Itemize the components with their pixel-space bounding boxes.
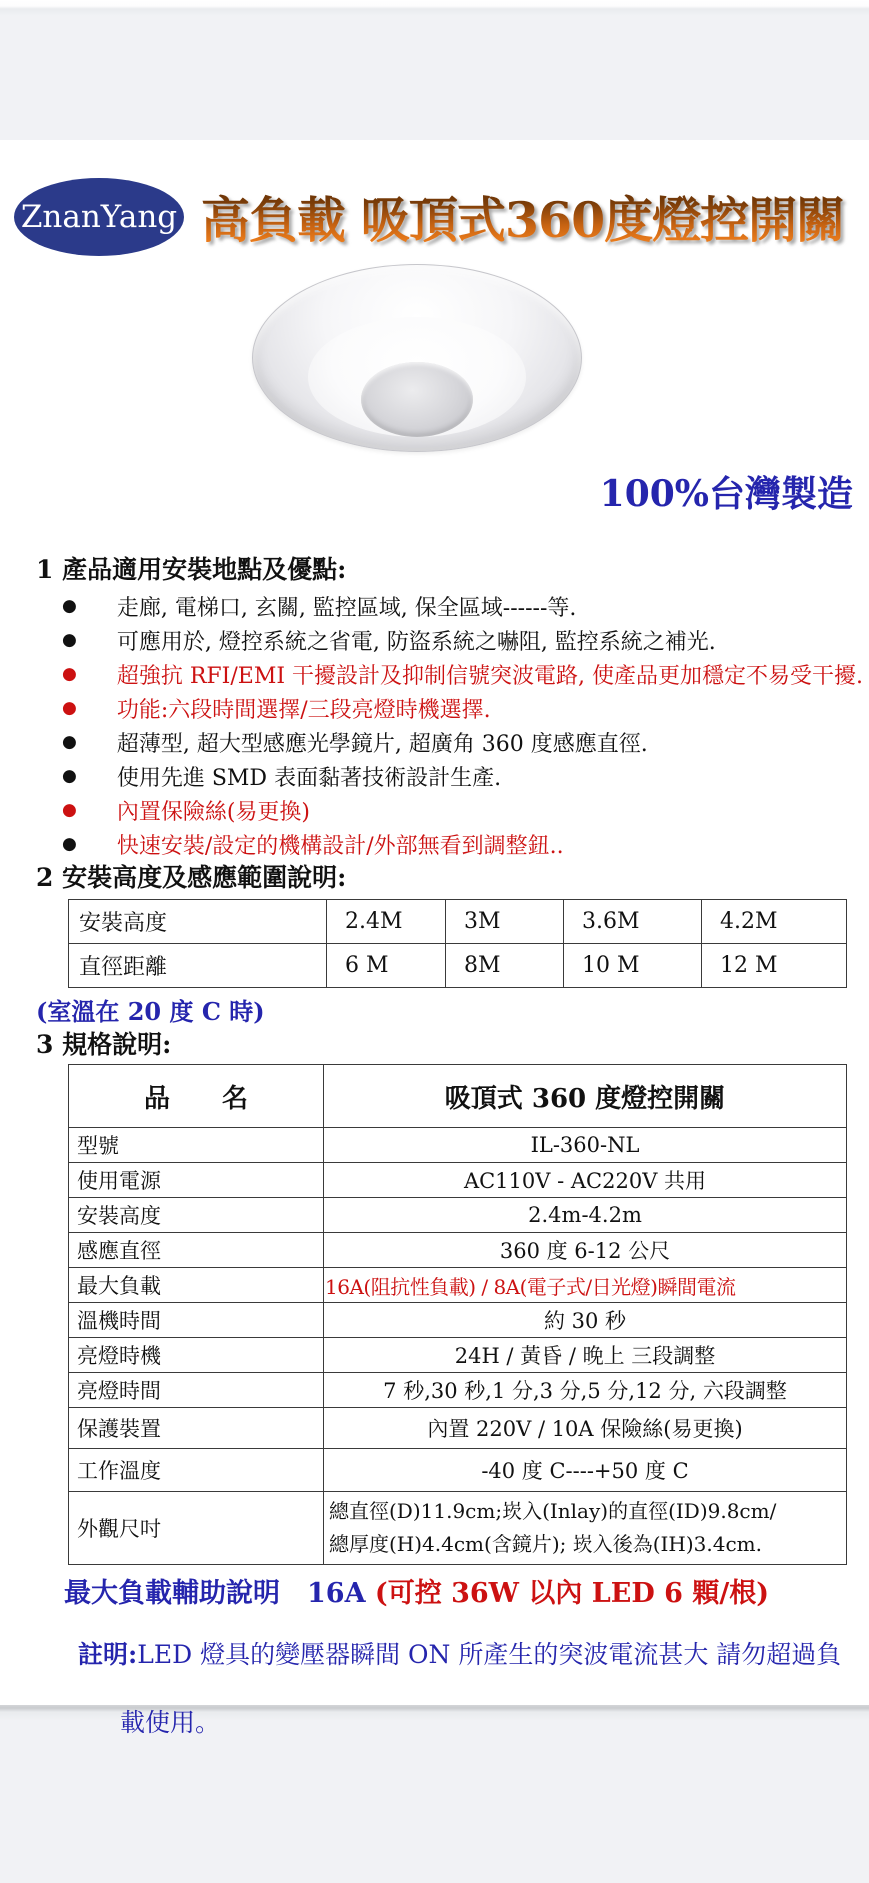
max-load-helper-blue: 最大負載輔助說明 16A bbox=[64, 1578, 375, 1609]
spec-value-line: 總厚度(H)4.4cm(含鏡片); 崁入後為(IH)3.4cm. bbox=[329, 1532, 762, 1556]
header bbox=[14, 166, 861, 268]
spec-row-label: 亮燈時機 bbox=[69, 1338, 324, 1373]
list-item-text: 快速安裝/設定的機構設計/外部無看到調整鈕.. bbox=[116, 833, 564, 859]
list-item-text: 功能:六段時間選擇/三段亮燈時機選擇. bbox=[116, 697, 491, 723]
list-item-text: 超薄型, 超大型感應光學鏡片, 超廣角 360 度感應直徑. bbox=[116, 731, 648, 757]
spec-row-label: 感應直徑 bbox=[69, 1233, 324, 1268]
list-item bbox=[62, 759, 869, 793]
spec-row-label: 安裝高度 bbox=[69, 1198, 324, 1233]
spec-row-value: -40 度 C----+50 度 C bbox=[324, 1449, 847, 1492]
spec-row-value: 內置 220V / 10A 保險絲(易更換) bbox=[324, 1408, 847, 1449]
list-item bbox=[62, 793, 869, 827]
spec-row-label: 亮燈時間 bbox=[69, 1373, 324, 1408]
spec-row-value: 約 30 秒 bbox=[324, 1303, 847, 1338]
table-row bbox=[69, 1338, 847, 1373]
list-item bbox=[62, 657, 869, 691]
list-item-text: 超強抗 RFI/EMI 干擾設計及抑制信號突波電路, 使產品更加穩定不易受干擾. bbox=[116, 663, 864, 689]
bullet-icon: ● bbox=[62, 697, 77, 718]
spec-table bbox=[68, 1064, 847, 1565]
spec-table-body bbox=[69, 1065, 847, 1565]
spec-row-label: 溫機時間 bbox=[69, 1303, 324, 1338]
table-row bbox=[69, 1303, 847, 1338]
range-table-body bbox=[69, 900, 847, 988]
table-row bbox=[69, 1268, 847, 1303]
range-row-label: 安裝高度 bbox=[69, 900, 327, 944]
table-row bbox=[69, 1449, 847, 1492]
range-row-label: 直徑距離 bbox=[69, 944, 327, 988]
list-item-text: 內置保險絲(易更換) bbox=[116, 799, 311, 825]
section3-heading: 3 規格說明: bbox=[36, 1030, 172, 1059]
document-sheet bbox=[0, 140, 869, 1737]
spec-header-label: 品 名 bbox=[69, 1065, 324, 1128]
spec-row-label: 最大負載 bbox=[69, 1268, 324, 1303]
spec-row-label: 外觀尺吋 bbox=[69, 1492, 324, 1565]
spec-row-value: IL-360-NL bbox=[324, 1128, 847, 1163]
bullet-icon: ● bbox=[62, 629, 77, 650]
max-load-helper-line bbox=[64, 1577, 869, 1611]
bullet-icon: ● bbox=[62, 799, 77, 820]
spec-row-value: 16A(阻抗性負載) / 8A(電子式/日光燈)瞬間電流 bbox=[324, 1268, 847, 1303]
table-row bbox=[69, 1373, 847, 1408]
table-row bbox=[69, 1198, 847, 1233]
spec-header-row bbox=[69, 1065, 847, 1128]
remark-text: LED 燈具的變壓器瞬間 ON 所產生的突波電流甚大 請勿超過負 bbox=[137, 1640, 842, 1669]
sensor-pir-lens bbox=[361, 362, 473, 437]
table-row bbox=[69, 1492, 847, 1565]
room-temperature-note: (室溫在 20 度 C 時) bbox=[36, 997, 265, 1026]
section2-heading: 2 安裝高度及感應範圍說明: bbox=[36, 863, 347, 892]
spec-row-label: 工作溫度 bbox=[69, 1449, 324, 1492]
list-item-text: 可應用於, 燈控系統之省電, 防盜系統之嚇阻, 監控系統之補光. bbox=[116, 629, 716, 655]
table-row bbox=[69, 900, 847, 944]
range-cell: 4.2M bbox=[702, 900, 847, 944]
bullet-icon: ● bbox=[62, 663, 77, 684]
list-item bbox=[62, 725, 869, 759]
table-row bbox=[69, 1163, 847, 1198]
list-item-text: 使用先進 SMD 表面黏著技術設計生產. bbox=[116, 765, 502, 791]
bullet-icon: ● bbox=[62, 765, 77, 786]
remark-line1 bbox=[78, 1639, 869, 1671]
spec-row-value: 2.4m-4.2m bbox=[324, 1198, 847, 1233]
range-cell: 8M bbox=[446, 944, 564, 988]
remark-prefix: 註明: bbox=[78, 1640, 138, 1669]
bullet-icon: ● bbox=[62, 731, 77, 752]
section1-heading: 1 產品適用安裝地點及優點: bbox=[36, 555, 347, 584]
list-item bbox=[62, 623, 869, 657]
bullet-icon: ● bbox=[62, 595, 77, 616]
page-title: 高負載 吸頂式360度燈控開關 bbox=[184, 182, 861, 252]
spec-row-value: 24H / 黃昏 / 晚上 三段調整 bbox=[324, 1338, 847, 1373]
spec-row-label: 型號 bbox=[69, 1128, 324, 1163]
spec-row-value: AC110V - AC220V 共用 bbox=[324, 1163, 847, 1198]
made-in-taiwan-label: 100%台灣製造 bbox=[599, 473, 853, 515]
max-load-helper-red: (可控 36W 以內 LED 6 顆/根) bbox=[374, 1578, 769, 1609]
list-item bbox=[62, 827, 869, 861]
list-item bbox=[62, 691, 869, 725]
range-cell: 3.6M bbox=[564, 900, 702, 944]
product-photo bbox=[252, 264, 582, 452]
brand-logo-text: ZnanYang bbox=[20, 199, 178, 235]
table-row bbox=[69, 1233, 847, 1268]
range-cell: 3M bbox=[446, 900, 564, 944]
table-row bbox=[69, 944, 847, 988]
brand-logo bbox=[14, 178, 184, 256]
top-gray-band bbox=[0, 0, 869, 140]
range-cell: 2.4M bbox=[327, 900, 446, 944]
table-row bbox=[69, 1128, 847, 1163]
range-cell: 10 M bbox=[564, 944, 702, 988]
install-height-range-table bbox=[68, 899, 847, 988]
remark-line2: 載使用。 bbox=[120, 1708, 221, 1737]
list-item bbox=[62, 589, 869, 623]
feature-list bbox=[0, 589, 869, 861]
spec-row-value: 7 秒,30 秒,1 分,3 分,5 分,12 分, 六段調整 bbox=[324, 1373, 847, 1408]
spec-row-label: 保護裝置 bbox=[69, 1408, 324, 1449]
bullet-icon: ● bbox=[62, 833, 77, 854]
list-item-text: 走廊, 電梯口, 玄關, 監控區域, 保全區域------等. bbox=[116, 595, 577, 621]
spec-row-value: 360 度 6-12 公尺 bbox=[324, 1233, 847, 1268]
spec-value-line: 總直徑(D)11.9cm;崁入(Inlay)的直徑(ID)9.8cm/ bbox=[329, 1499, 777, 1523]
spec-header-value: 吸頂式 360 度燈控開關 bbox=[324, 1065, 847, 1128]
spec-row-label: 使用電源 bbox=[69, 1163, 324, 1198]
spec-row-value bbox=[324, 1492, 847, 1565]
range-cell: 12 M bbox=[702, 944, 847, 988]
range-cell: 6 M bbox=[327, 944, 446, 988]
table-row bbox=[69, 1408, 847, 1449]
